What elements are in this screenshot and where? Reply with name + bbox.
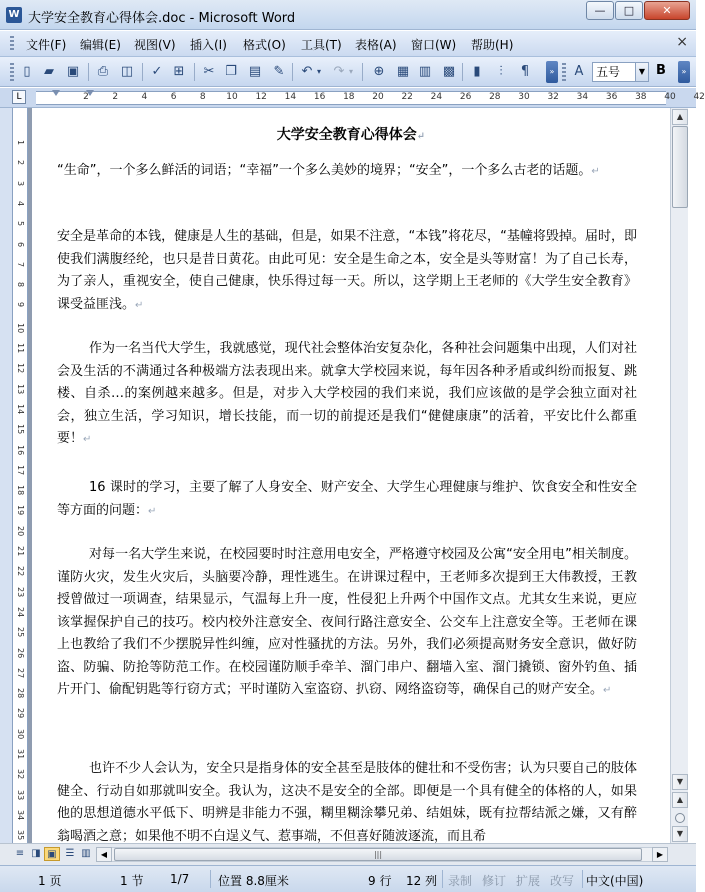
format-painter-icon[interactable]: ✎ <box>273 64 285 79</box>
copy-icon[interactable]: ❐ <box>225 64 237 79</box>
redo-dropdown-icon[interactable]: ▾ <box>348 67 353 76</box>
paragraph-text: 对每一名大学生来说，在校园要时时注意用电安全，严格遵守校园及公寓“安全用电”相关制度。谨防火灾，发生火灾后，头脑要冷静，理性逃生。在讲课过程中，王老师多次提到王大伟教授，王教授曾做过一项调查，结果显示，气温每上升一度，性侵犯上升两个中国作文点。尤其女生来说，更应该掌握保护自己的技巧。校内校外注意安全、夜间行路注意安全、公交车上注意安全等。王老师在课上也教给了我们不少摆脱异性纠缠，应对性骚扰的方法。另外，我们必须提高财务安全意识，做好防盗、防骗、防抢等防范工作。在校园谨防顺手牵羊、溜门串户、翻墙入室、溜门撬锁、窗外钓鱼、插片开门、偷配钥匙等行窃方式；平时谨防入室盗窃、扒窃、网络盗窃等，确保自己的财产安全。 <box>57 547 637 697</box>
outline-view-icon[interactable]: ☰ <box>65 848 75 859</box>
paste-icon[interactable]: ▤ <box>248 64 262 79</box>
vertical-ruler-number: 8 <box>16 282 25 288</box>
vertical-ruler-number: 9 <box>16 302 25 308</box>
status-bar <box>0 865 696 892</box>
status-column: 12 列 <box>406 874 438 888</box>
toolbar-overflow-icon[interactable]: » <box>546 61 558 83</box>
toolbar-grip-icon[interactable] <box>10 63 14 81</box>
paragraph <box>57 544 637 703</box>
toolbar-overflow-icon[interactable]: » <box>678 61 690 83</box>
status-separator <box>442 870 443 888</box>
cut-icon[interactable]: ✂ <box>203 64 215 79</box>
toolbar-separator <box>292 63 293 81</box>
title-bar <box>0 0 696 30</box>
ruler-number: 24 <box>430 92 443 102</box>
paragraph-text: 安全是革命的本钱，健康是人生的基础，但是，如果不注意，“本钱”将花尽，“基幢将毁掉。届时，即使我们满腹经纶，也只是昔日黄花。由此可见：安全是生命之本，安全是头等财富！为了自己长寿，为了亲人，重视安全，使自己健康，快乐得过每一天。所以，这学期上王老师的《大学生安全教育》课受益匪浅。 <box>57 229 637 312</box>
minimize-button[interactable]: — <box>586 1 614 20</box>
vertical-ruler-number: 32 <box>16 769 25 780</box>
menu-insert[interactable]: 插入(I) <box>190 38 227 52</box>
normal-view-icon[interactable]: ≡ <box>15 848 25 859</box>
menu-view[interactable]: 视图(V) <box>134 38 176 52</box>
status-page: 1 页 <box>38 874 62 888</box>
scroll-up-icon[interactable]: ▲ <box>672 109 688 125</box>
vertical-ruler-number: 29 <box>16 708 25 719</box>
vertical-ruler-number: 35 <box>16 830 25 841</box>
vertical-ruler-number: 6 <box>16 241 25 247</box>
vertical-ruler-number: 1 <box>16 140 25 146</box>
redo-icon[interactable]: ↷ <box>333 64 345 79</box>
vertical-ruler-number: 11 <box>16 343 25 354</box>
vertical-scrollbar[interactable] <box>670 108 688 843</box>
vertical-ruler-number: 19 <box>16 505 25 516</box>
ruler-number: 20 <box>372 92 384 102</box>
paragraph <box>57 226 637 317</box>
drawing-icon[interactable]: ⫶ <box>499 64 503 79</box>
ruler-number: 4 <box>141 92 148 102</box>
paragraph-mark: ↵ <box>603 685 612 696</box>
ruler-bar[interactable] <box>36 91 705 105</box>
paragraph <box>57 477 637 523</box>
menu-help[interactable]: 帮助(H) <box>471 38 514 52</box>
bold-button[interactable]: B <box>656 63 666 78</box>
window-controls <box>586 1 690 20</box>
horizontal-scroll-thumb[interactable]: ||| <box>114 848 642 861</box>
paragraph-mark: ↵ <box>135 299 144 311</box>
standard-toolbar <box>0 57 696 87</box>
vertical-ruler-number: 7 <box>16 261 25 267</box>
menu-bar <box>0 31 696 57</box>
ruler-number: 6 <box>170 92 177 102</box>
toolbar-separator <box>194 63 195 81</box>
menu-grip-icon[interactable] <box>10 36 14 52</box>
paragraph-text: 也许不少人会认为，安全只是指身体的安全甚至是肢体的健壮和不受伤害；认为只要自己的肢体健全、行动自如那就叫安全。我认为，这决不是安全的全部。即便是一个具有健全的体格的人，如果他的思想道德水平低下、明辨是非能力不强，糊里糊涂攀兄弟、结姐妹，既有拉帮结派之嫌，又有醉翁喝酒之意；如果他不明不白逞义气、惹事端，不但喜好随波逐流，而且希 <box>57 761 637 844</box>
first-line-indent-marker[interactable] <box>52 90 60 96</box>
ruler-number: 36 <box>605 92 618 102</box>
ruler-number: 32 <box>547 92 559 102</box>
toolbar-separator <box>362 63 363 81</box>
styles-icon[interactable]: A <box>574 64 584 79</box>
new-icon[interactable]: ▯ <box>23 64 31 79</box>
word-app-icon[interactable]: W <box>6 7 22 23</box>
undo-dropdown-icon[interactable]: ▾ <box>316 67 321 76</box>
scroll-left-icon[interactable]: ◀ <box>96 847 112 862</box>
vertical-ruler-number: 14 <box>16 403 25 415</box>
ruler-number: 14 <box>284 92 297 102</box>
paragraph-text: 16 课时的学习，主要了解了人身安全、财产安全、大学生心理健康与维护、饮食安全和性安全等方面的问题： <box>57 480 637 518</box>
document-title <box>32 124 670 144</box>
research-icon[interactable]: ⊞ <box>173 64 185 79</box>
vertical-ruler-number: 28 <box>16 688 25 699</box>
ruler-number: 28 <box>489 92 501 102</box>
web-layout-icon[interactable]: ◨ <box>31 848 41 859</box>
toolbar-separator <box>142 63 143 81</box>
ruler-number: 34 <box>576 92 589 102</box>
paragraph-mark: ↵ <box>591 166 600 177</box>
vertical-ruler-number: 33 <box>16 789 25 800</box>
vertical-ruler-number: 31 <box>16 749 25 760</box>
tab-selector[interactable]: L <box>12 90 26 104</box>
tables-borders-icon[interactable]: ▦ <box>396 64 410 79</box>
save-icon[interactable]: ▣ <box>66 64 80 79</box>
close-document-button[interactable]: × <box>676 34 688 50</box>
columns-icon[interactable]: ▮ <box>473 64 481 79</box>
ruler-number: 22 <box>401 92 413 102</box>
document-page[interactable] <box>32 108 670 843</box>
scroll-down-icon[interactable]: ▼ <box>672 774 688 790</box>
undo-icon[interactable]: ↶ <box>301 64 313 79</box>
spelling-icon[interactable]: ✓ <box>151 64 163 79</box>
window-title: 大学安全教育心得体会.doc - Microsoft Word <box>28 11 296 26</box>
paragraph-mark: ↵ <box>148 505 157 517</box>
toolbar-separator <box>88 63 89 81</box>
status-line: 9 行 <box>368 874 392 888</box>
scroll-thumb[interactable] <box>672 126 688 208</box>
insert-excel-icon[interactable]: ▩ <box>442 64 456 79</box>
status-language[interactable]: 中文(中国) <box>586 874 644 888</box>
status-separator <box>582 870 583 888</box>
vertical-ruler-number: 16 <box>16 444 25 455</box>
vertical-ruler-number: 23 <box>16 586 25 597</box>
ruler-number: 26 <box>459 92 472 102</box>
select-browse-object-icon[interactable] <box>675 813 685 823</box>
vertical-ruler-number: 3 <box>16 180 25 186</box>
vertical-ruler-number: 10 <box>16 322 25 333</box>
vertical-ruler[interactable] <box>12 108 28 843</box>
vertical-ruler-number: 30 <box>16 728 25 739</box>
show-hide-icon[interactable]: ¶ <box>520 64 530 79</box>
close-button[interactable]: ✕ <box>644 1 690 20</box>
ruler-number: 2 <box>83 92 89 102</box>
menu-edit[interactable]: 编辑(E) <box>80 38 121 52</box>
status-position: 位置 8.8厘米 <box>218 874 289 888</box>
paragraph-mark: ↵ <box>83 434 92 445</box>
toolbar-grip-icon[interactable] <box>562 63 566 81</box>
horizontal-scroll-row <box>0 843 696 865</box>
status-section: 1 节 <box>120 874 144 888</box>
vertical-ruler-number: 17 <box>16 464 25 475</box>
print-icon[interactable]: ⎙ <box>97 64 109 79</box>
reading-layout-icon[interactable]: ▥ <box>81 848 91 859</box>
hyperlink-icon[interactable]: ⊕ <box>373 64 385 79</box>
status-separator <box>210 870 211 888</box>
toolbar-separator <box>462 63 463 81</box>
paragraph-text: “生命”，一个多么鲜活的词语；“幸福”一个多么美妙的境界；“安全”，一个多么古老的话题。 <box>57 163 592 178</box>
font-size-select[interactable]: 五号 <box>592 62 636 82</box>
menu-file[interactable]: 文件(F) <box>26 38 67 52</box>
paragraph <box>57 160 637 184</box>
status-trk[interactable]: 修订 <box>482 874 507 888</box>
status-page-of: 1/7 <box>170 872 190 886</box>
print-layout-icon[interactable]: ▣ <box>44 847 60 861</box>
vertical-ruler-number: 20 <box>16 525 25 536</box>
ruler-number: 18 <box>343 92 355 102</box>
status-rec[interactable]: 录制 <box>448 874 473 888</box>
print-preview-icon[interactable]: ◫ <box>120 64 134 79</box>
ruler-number: 40 <box>664 92 676 102</box>
ruler-number: 30 <box>518 92 530 102</box>
paragraph-text: 作为一名当代大学生，我就感觉，现代社会整体治安复杂化，各种社会问题集中出现，人们对社会及生活的不满通过各种极端方法表现出来。就拿大学校园来说，每年因各种矛盾或纠纷而报复、跳楼、自杀…的案例越来越多。但是，对步入大学校园的我们来说，我们应该做的是学会独立面对社会，独立生活，学习知识，增长技能，而一切的前提还是我们“健健康康”的活着，平安比什么都重要！ <box>57 341 637 446</box>
ruler-number: 10 <box>226 92 238 102</box>
vertical-ruler-number: 5 <box>16 221 25 227</box>
horizontal-scroll-track[interactable] <box>112 847 652 862</box>
maximize-button[interactable]: □ <box>615 1 643 20</box>
ruler-number: 12 <box>255 92 267 102</box>
chevron-down-icon[interactable]: ▼ <box>636 62 649 82</box>
vertical-ruler-number: 34 <box>16 809 25 821</box>
menu-window[interactable]: 窗口(W) <box>411 38 457 52</box>
vertical-ruler-number: 4 <box>16 200 25 206</box>
vertical-ruler-number: 13 <box>16 383 25 394</box>
document-title-text: 大学安全教育心得体会 <box>276 127 417 143</box>
vertical-ruler-number: 22 <box>16 566 25 577</box>
vertical-ruler-number: 25 <box>16 627 25 638</box>
vertical-ruler-number: 18 <box>16 485 25 496</box>
vertical-ruler-number: 21 <box>16 546 25 557</box>
ruler-number: 8 <box>199 92 206 102</box>
menu-format[interactable]: 格式(O) <box>243 38 286 52</box>
ruler-number: 38 <box>635 92 647 102</box>
vertical-ruler-number: 26 <box>16 647 25 658</box>
insert-table-icon[interactable]: ▥ <box>418 64 432 79</box>
vertical-ruler-number: 12 <box>16 363 25 374</box>
ruler-number: 42 <box>693 92 705 102</box>
page-margin-area <box>0 108 12 843</box>
status-ext[interactable]: 扩展 <box>516 874 541 888</box>
vertical-ruler-number: 24 <box>16 606 25 618</box>
horizontal-ruler <box>0 88 705 108</box>
paragraph <box>57 758 637 848</box>
menu-table[interactable]: 表格(A) <box>355 38 397 52</box>
ruler-number: 2 <box>112 92 119 102</box>
vertical-ruler-number: 2 <box>16 160 25 166</box>
menu-tools[interactable]: 工具(T) <box>301 38 342 52</box>
paragraph-mark: ↵ <box>416 131 426 142</box>
status-ovr[interactable]: 改写 <box>550 874 575 888</box>
ruler-number: 16 <box>313 92 326 102</box>
vertical-ruler-number: 27 <box>16 667 25 678</box>
scroll-right-icon[interactable]: ▶ <box>652 847 668 862</box>
open-icon[interactable]: ▰ <box>44 64 54 79</box>
next-page-icon[interactable]: ▼ <box>672 826 688 842</box>
paragraph <box>57 338 637 452</box>
previous-page-icon[interactable]: ▲ <box>672 792 688 808</box>
vertical-ruler-number: 15 <box>16 424 25 435</box>
